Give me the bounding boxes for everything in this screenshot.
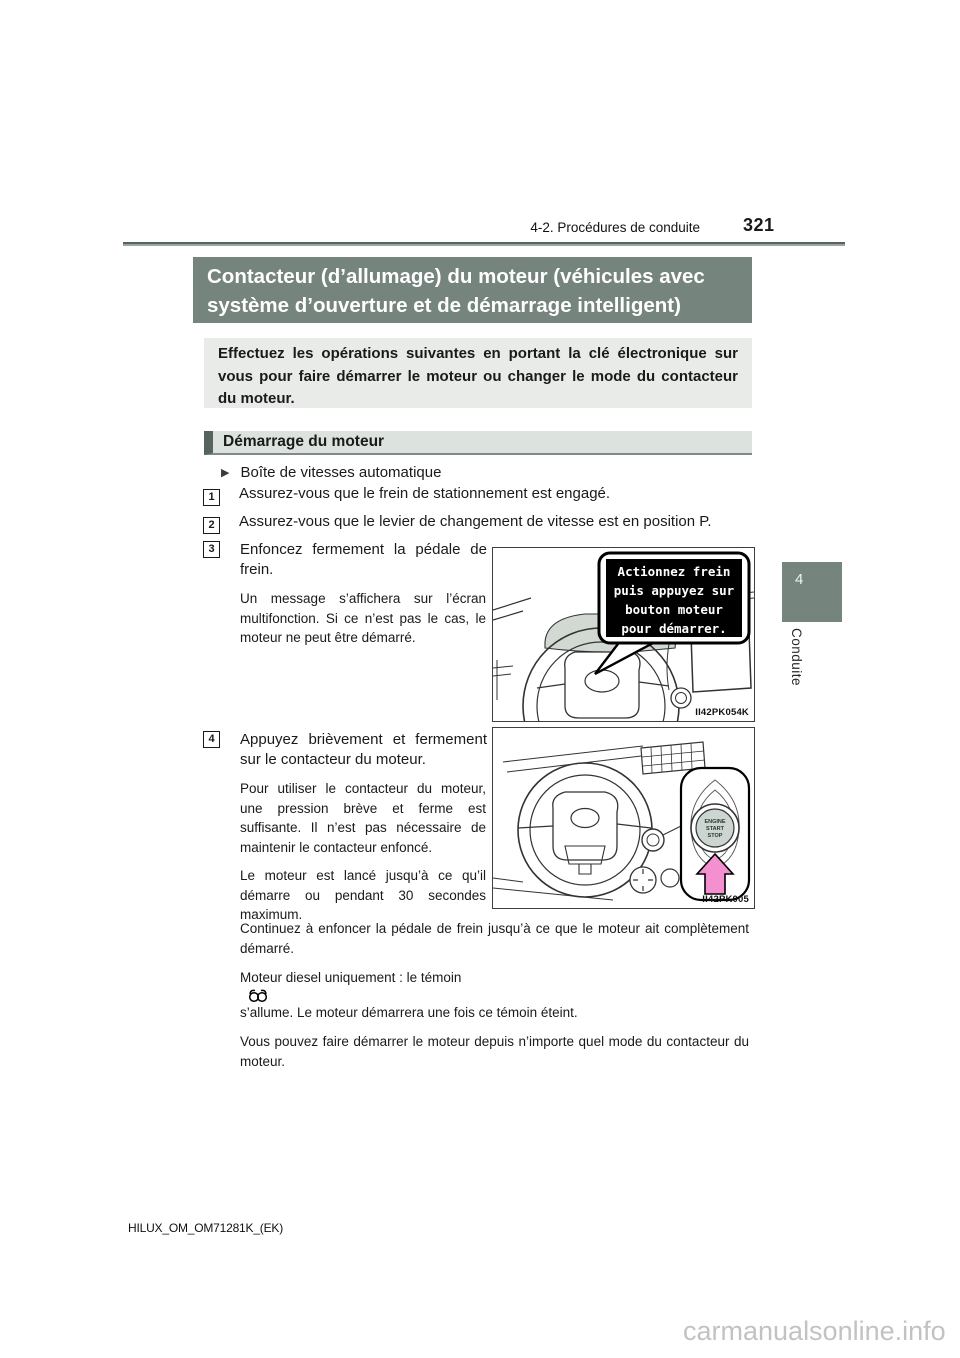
notes-section: [240, 919, 749, 1081]
step-4: [203, 730, 487, 925]
dashboard-message-illustration: [493, 548, 754, 721]
chapter-number: 4: [795, 571, 804, 588]
step-3-number: 3: [203, 541, 220, 558]
engine-button-line1: ENGINE: [704, 819, 726, 825]
step-2: [203, 513, 712, 534]
step-1-text: Assurez-vous que le frein de stationnement est engagé.: [239, 485, 611, 502]
watermark: carmanualsonline.info: [683, 1316, 946, 1346]
engine-button-line2: START: [706, 826, 724, 832]
transmission-bullet-label: Boîte de vitesses automatique: [240, 464, 442, 481]
step-2-number: 2: [203, 517, 220, 534]
note-diesel-before: Moteur diesel uniquement : le témoin: [240, 970, 462, 985]
figure-2-code: II42PK005: [702, 894, 749, 905]
page-title-line2: système d’ouverture et de démarrage intelligent): [207, 294, 681, 317]
page-title-line1: Contacteur (d’allumage) du moteur (véhicules avec: [207, 265, 705, 288]
engine-switch-illustration: [493, 728, 754, 908]
step-3-body: Un message s’affichera sur l’écran multifonction. Si ce n’est pas le cas, le moteur ne peut être démarré.: [240, 591, 486, 645]
header-divider: [123, 242, 845, 246]
transmission-bullet: [221, 464, 441, 481]
step-4-body1: Pour utiliser le contacteur du moteur, une pression brève et ferme est suffisante. Il n’est pas nécessaire de maintenir le contacteur enfoncé.: [240, 781, 486, 855]
figure-engine-switch: [492, 727, 755, 909]
display-message-line2: puis appuyez sur: [613, 583, 735, 598]
display-message-line3: bouton moteur: [625, 602, 723, 617]
step-4-number: 4: [203, 731, 220, 748]
note-diesel: [240, 968, 749, 1023]
note-diesel-after: s’allume. Le moteur démarrera une fois ce témoin éteint.: [240, 1005, 578, 1020]
step-3-title: Enfoncez fermement la pédale de frein.: [240, 541, 487, 578]
note-keep-brake: Continuez à enfoncer la pédale de frein jusqu’à ce que le moteur ait complètement démarré.: [240, 921, 749, 956]
chapter-tab: [782, 562, 842, 622]
document-code: HILUX_OM_OM71281K_(EK): [128, 1221, 283, 1235]
step-2-text: Assurez-vous que le levier de changement de vitesse est en position P.: [239, 513, 712, 530]
step-1: [203, 485, 610, 506]
glow-plug-indicator-icon: [245, 988, 271, 1003]
engine-button-line3: STOP: [707, 833, 723, 839]
figure-1-code: II42PK054K: [695, 707, 749, 718]
chapter-label: Conduite: [789, 628, 804, 687]
triangle-right-icon: ▶: [221, 467, 230, 479]
display-message-line1: Actionnez frein: [617, 564, 731, 579]
step-4-body2: Le moteur est lancé jusqu’à ce qu’il démarre ou pendant 30 secondes maximum.: [240, 868, 486, 922]
display-message-line4: pour démarrer.: [621, 621, 727, 636]
step-3: [203, 540, 487, 648]
figure-display-message: [492, 547, 755, 722]
breadcrumb: 4-2. Procédures de conduite: [530, 220, 700, 235]
note-any-mode: Vous pouvez faire démarrer le moteur depuis n’importe quel mode du contacteur du moteur.: [240, 1034, 749, 1069]
intro-summary-box: Effectuez les opérations suivantes en portant la clé électronique sur vous pour faire démarrer le moteur ou changer le mode du contacteur du moteur.: [204, 338, 752, 408]
step-1-number: 1: [203, 489, 220, 506]
page-number: 321: [743, 215, 775, 235]
page-title: [193, 257, 752, 323]
step-4-title: Appuyez brièvement et fermement sur le contacteur du moteur.: [240, 731, 487, 768]
section-heading: Démarrage du moteur: [204, 431, 752, 455]
